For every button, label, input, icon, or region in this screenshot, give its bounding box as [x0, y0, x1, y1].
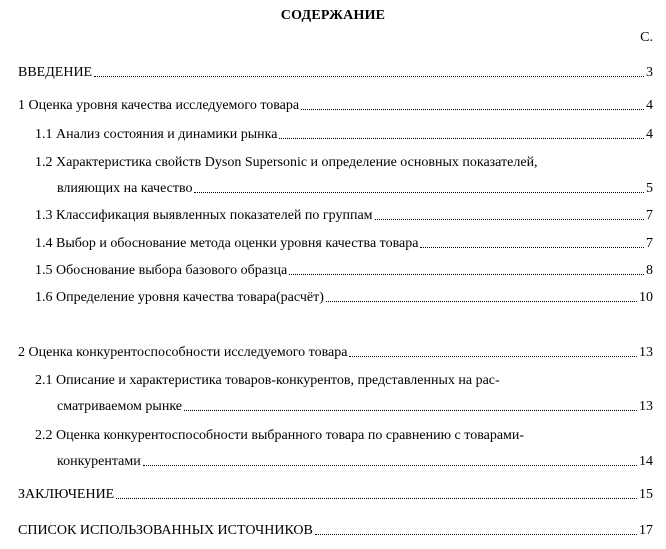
leader-dots [301, 109, 644, 110]
leader-dots [143, 465, 637, 466]
toc-entry-page: 5 [646, 181, 653, 196]
toc-entry-2-2[interactable] [57, 453, 653, 470]
toc-entry-text: 1.3 Классификация выявленных показателей по группам [35, 208, 373, 223]
toc-entry-intro[interactable] [18, 64, 653, 81]
toc-entry-page: 13 [639, 399, 653, 414]
toc-entry-page: 13 [639, 345, 653, 360]
toc-entry-page: 10 [639, 290, 653, 305]
toc-entry-text: влияющих на качество [57, 181, 193, 196]
toc-entry-1-1[interactable] [35, 126, 653, 143]
toc-entry-text: ВВЕДЕНИЕ [18, 65, 93, 80]
toc-entry-text: 1.5 Обоснование выбора базового образца [35, 263, 288, 278]
toc-entry-2-2-line1[interactable]: 2.2 Оценка конкурентоспособности выбранного товара по сравнению с товарами- [35, 428, 525, 443]
toc-entry-text: сматриваемом рынке [57, 399, 182, 414]
toc-entry-page: 15 [639, 487, 653, 502]
leader-dots [375, 219, 644, 220]
leader-dots [279, 138, 644, 139]
toc-entry-2-1-line1[interactable]: 2.1 Описание и характеристика товаров-конкурентов, представленных на рас- [35, 373, 500, 388]
toc-entry-text: 2 Оценка конкурентоспособности исследуемого товара [18, 345, 348, 360]
toc-entry-1-2[interactable] [57, 180, 653, 197]
toc-entry-section-1[interactable] [18, 97, 653, 114]
toc-entry-text: 1.6 Определение уровня качества товара(расчёт) [35, 290, 324, 305]
toc-entry-text: конкурентами [57, 454, 141, 469]
leader-dots [315, 534, 637, 535]
toc-entry-text: 1.1 Анализ состояния и динамики рынка [35, 127, 278, 142]
leader-dots [326, 301, 637, 302]
toc-entry-text: ЗАКЛЮЧЕНИЕ [18, 487, 115, 502]
toc-entry-2-1[interactable] [57, 398, 653, 415]
toc-entry-conclusion[interactable] [18, 486, 653, 503]
leader-dots [94, 76, 644, 77]
toc-title: СОДЕРЖАНИЕ [280, 8, 386, 23]
toc-entry-page: 8 [646, 263, 653, 278]
toc-entry-text: 1.4 Выбор и обоснование метода оценки уровня качества товара [35, 236, 419, 251]
toc-entry-1-2-line1[interactable]: 1.2 Характеристика свойств Dyson Supersonic и определение основных показателей, [35, 155, 538, 170]
leader-dots [184, 410, 637, 411]
toc-entry-references[interactable] [18, 522, 653, 539]
toc-entry-page: 17 [639, 523, 653, 538]
toc-entry-page: 7 [646, 236, 653, 251]
toc-entry-1-5[interactable] [35, 262, 653, 279]
toc-entry-text: СПИСОК ИСПОЛЬЗОВАННЫХ ИСТОЧНИКОВ [18, 523, 313, 538]
toc-entry-page: 14 [639, 454, 653, 469]
toc-entry-text: 1 Оценка уровня качества исследуемого товара [18, 98, 300, 113]
leader-dots [420, 247, 644, 248]
toc-entry-page: 4 [646, 127, 653, 142]
leader-dots [194, 192, 644, 193]
leader-dots [289, 274, 644, 275]
toc-entry-1-6[interactable] [35, 289, 653, 306]
toc-entry-page: 3 [646, 65, 653, 80]
leader-dots [116, 498, 637, 499]
toc-entry-section-2[interactable] [18, 344, 653, 361]
leader-dots [349, 356, 637, 357]
toc-entry-page: 7 [646, 208, 653, 223]
toc-entry-page: 4 [646, 98, 653, 113]
toc-entry-1-3[interactable] [35, 207, 653, 224]
toc-entry-1-4[interactable] [35, 235, 653, 252]
page-column-label: С. [640, 30, 653, 45]
